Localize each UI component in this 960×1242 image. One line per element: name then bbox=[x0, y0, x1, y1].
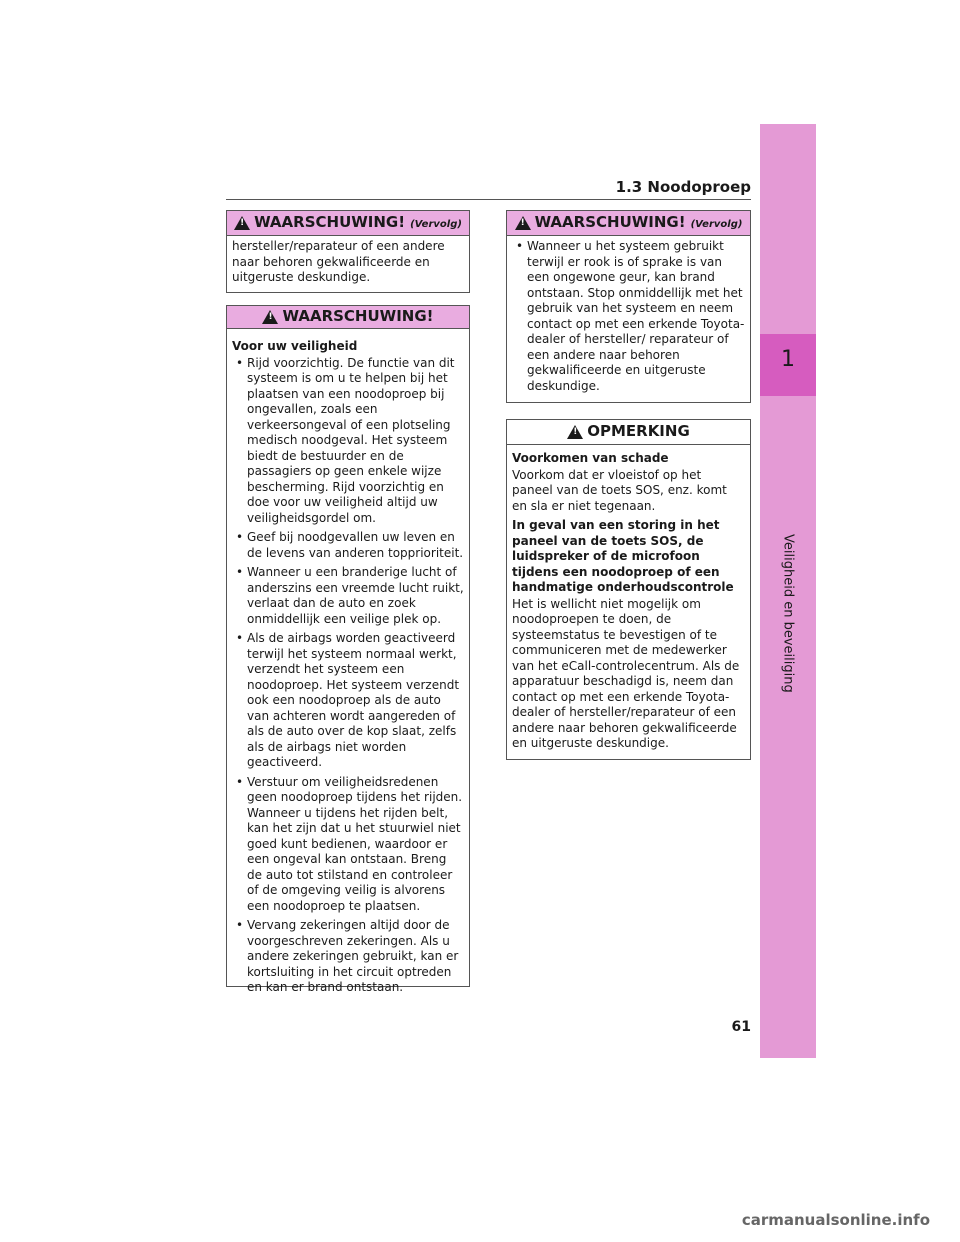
note-box bbox=[506, 419, 751, 760]
warning-icon bbox=[262, 310, 278, 324]
caution-icon bbox=[567, 425, 583, 439]
note-subheading: Voorkomen van schade bbox=[512, 451, 669, 465]
chapter-sidebar bbox=[760, 124, 816, 1058]
warning-bullet: • Rijd voorzichtig. De functie van dit systeem is om u te helpen bij het plaatsen van een noodoproep bij ongevallen, zoals een verkeersongeval of een plotseling medisch noodgeval. Het systeem biedt de bestuurder en de passagiers op geen enkele wijze bescherming. Rijd voorzichtig en doe voor uw veiligheid altijd uw veiligheidsgordel om. bbox=[232, 356, 464, 527]
footer-watermark: carmanualsonline.info bbox=[741, 1211, 930, 1229]
warning-box-continued-right bbox=[506, 210, 751, 403]
note-title: OPMERKING bbox=[587, 422, 690, 441]
warning-title: WAARSCHUWING! bbox=[282, 307, 434, 326]
warning-title: WAARSCHUWING! bbox=[534, 213, 686, 232]
chapter-title: Veiligheid en beveiliging bbox=[780, 534, 796, 693]
warning-title: WAARSCHUWING! bbox=[254, 213, 406, 232]
note-subheading: In geval van een storing in het paneel van de toets SOS, de luidspreker of de microfoon tijdens een noodoproep of een handmatige onderhoudscontrole bbox=[512, 518, 734, 594]
section-header: 1.3 Noodoproep bbox=[615, 178, 751, 196]
warning-icon bbox=[515, 216, 531, 230]
warning-box-continued-left bbox=[226, 210, 470, 293]
chapter-number: 1 bbox=[781, 347, 795, 372]
warning-bullet: • Verstuur om veiligheidsredenen geen noodoproep tijdens het rijden. Wanneer u tijdens het rijden belt, kan het zijn dat u het stuurwiel niet goed kunt bedienen, waardoor er een ongeval kan ontstaan. Breng de auto tot stilstand en controleer of de omgeving veilig is alvorens een noodoproep te plaatsen. bbox=[232, 775, 464, 915]
note-text: Het is wellicht niet mogelijk om noodoproepen te doen, de systeemstatus te bevestigen of te communiceren met de medewerker van het eCall-controlecentrum. Als de apparatuur beschadigd is, neem dan contact op met een erkende Toyota-dealer of hersteller/reparateur of een andere naar behoren gekwalificeerde en uitgeruste deskundige. bbox=[512, 596, 740, 750]
warning-bullet: • Wanneer u een branderige lucht of anderszins een vreemde lucht ruikt, verlaat dan de auto en zoek onmiddellijk een veilige plek op. bbox=[232, 565, 464, 627]
header-rule bbox=[226, 199, 751, 200]
warning-box-safety bbox=[226, 305, 470, 994]
warning-header bbox=[227, 306, 469, 329]
note-text: Voorkom dat er vloeistof op het paneel van de toets SOS, enz. komt en sla er niet tegenaan. bbox=[512, 467, 727, 513]
warning-bullet: • Wanneer u het systeem gebruikt terwijl er rook is of sprake is van een ongewone geur, kan brand ontstaan. Stop onmiddellijk met het gebruik van het systeem en neem contact op met een erkende Toyota-dealer of hersteller/ reparateur of een andere naar behoren gekwalificeerde en uitgeruste deskundige. bbox=[512, 239, 745, 394]
note-header bbox=[507, 420, 750, 445]
warning-header bbox=[507, 211, 750, 236]
continued-label: (Vervolg) bbox=[410, 218, 462, 230]
warning-bullet: • Vervang zekeringen altijd door de voorgeschreven zekeringen. Als u andere zekeringen gebruikt, kan er kortsluiting in het circuit optreden en kan er brand ontstaan. bbox=[232, 918, 464, 996]
warning-header bbox=[227, 211, 469, 236]
warning-subheading: Voor uw veiligheid bbox=[232, 339, 358, 353]
warning-icon bbox=[234, 216, 250, 230]
warning-bullet: • Als de airbags worden geactiveerd terwijl het systeem normaal werkt, verzendt het systeem een noodoproep. Het systeem verzendt ook een noodoproep als de auto van achteren wordt aangereden of als de auto over de kop slaat, zelfs als de airbags niet worden geactiveerd. bbox=[232, 631, 464, 771]
warning-bullet: • Geef bij noodgevallen uw leven en de levens van anderen topprioriteit. bbox=[232, 530, 464, 561]
page-number: 61 bbox=[731, 1019, 751, 1035]
warning-text: hersteller/reparateur of een andere naar behoren gekwalificeerde en uitgeruste deskundige. bbox=[232, 239, 445, 284]
continued-label: (Vervolg) bbox=[690, 218, 743, 230]
